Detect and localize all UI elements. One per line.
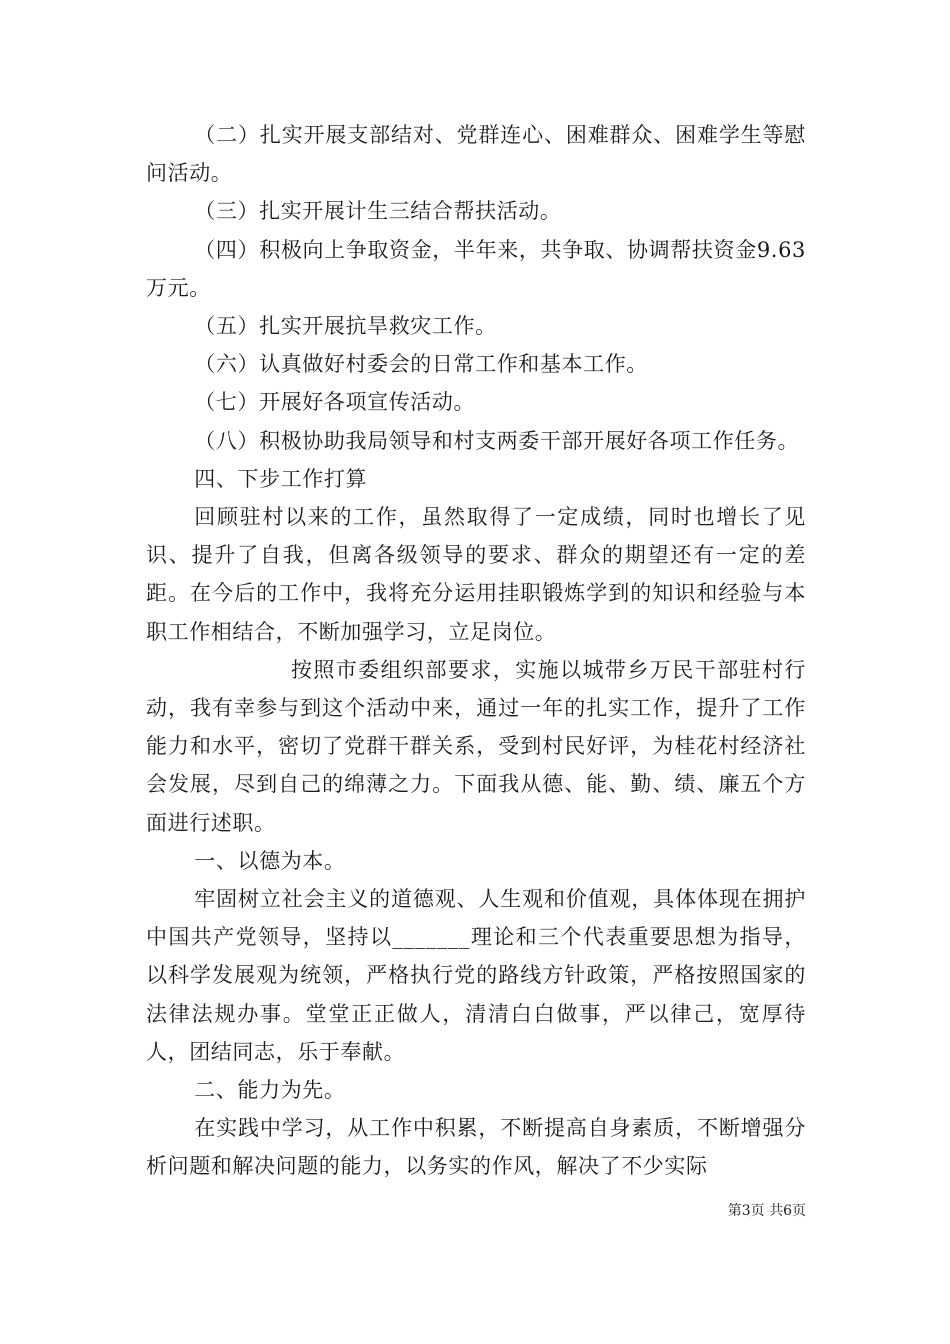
paragraph-item-4: （四）积极向上争取资金，半年来，共争取、协调帮扶资金9.63万元。 — [146, 237, 806, 300]
paragraph-ability: 在实践中学习，从工作中积累，不断提高自身素质，不断增强分析问题和解决问题的能力，以务实的作风，解决了不少实际 — [146, 1116, 806, 1179]
paragraph-item-2: （二）扎实开展支部结对、党群连心、困难群众、困难学生等慰问活动。 — [146, 123, 806, 186]
paragraph-item-3: （三）扎实开展计生三结合帮扶活动。 — [194, 199, 562, 224]
paragraph-intro: 按照市委组织部要求，实施以城带乡万民干部驻村行动，我有幸参与到这个活动中来，通过一年的扎实工作，提升了工作能力和水平，密切了党群干群关系，受到村民好评，为桂花村经济社会发展，尽到自己的绵薄之力。下面我从德、能、勤、绩、廉五个方面进行述职。 — [146, 657, 806, 835]
paragraph-item-6: （六）认真做好村委会的日常工作和基本工作。 — [194, 352, 648, 377]
section-heading-morality: 一、以德为本。 — [194, 848, 346, 873]
paragraph-item-5: （五）扎实开展抗旱救灾工作。 — [194, 314, 497, 339]
section-heading-next-steps: 四、下步工作打算 — [194, 466, 368, 491]
paragraph-item-7: （七）开展好各项宣传活动。 — [194, 390, 476, 415]
total-page-number: 6 — [783, 1203, 792, 1219]
paragraph-review: 回顾驻村以来的工作，虽然取得了一定成绩，同时也增长了见识、提升了自我，但离各级领导的要求、群众的期望还有一定的差距。在今后的工作中，我将充分运用挂职锻炼学到的知识和经验与本职工作相结合，不断加强学习，立足岗位。 — [146, 505, 806, 644]
document-body — [146, 116, 806, 1186]
footer-middle: 页 共 — [750, 1203, 784, 1219]
footer-prefix: 第 — [727, 1203, 742, 1219]
paragraph-item-8: （八）积极协助我局领导和村支两委干部开展好各项工作任务。 — [194, 428, 800, 453]
page-number-footer — [720, 1201, 806, 1221]
footer-suffix: 页 — [792, 1203, 806, 1219]
section-heading-ability: 二、能力为先。 — [194, 1078, 346, 1103]
paragraph-morality: 牢固树立社会主义的道德观、人生观和价值观，具体体现在拥护中国共产党领导，坚持以_______理论和三个代表重要思想为指导，以科学发展观为统领，严格执行党的路线方针政策，严格按照国家的法律法规办事。堂堂正正做人，清清白白做事，严以律己，宽厚待人，团结同志，乐于奉献。 — [146, 887, 806, 1064]
current-page-number: 3 — [741, 1203, 751, 1219]
